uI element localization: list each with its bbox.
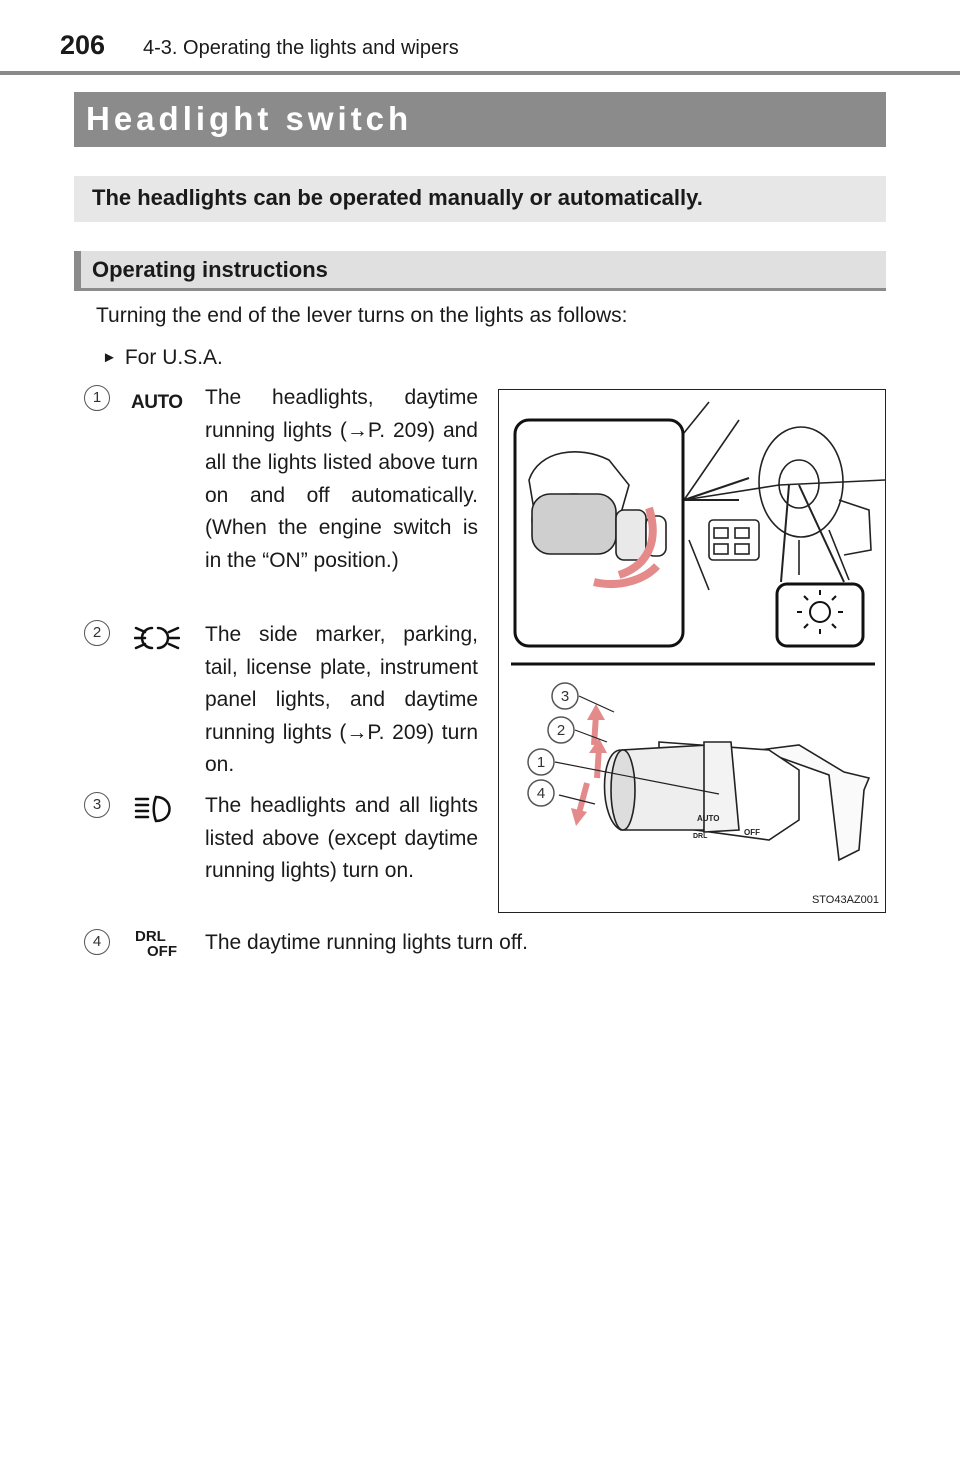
lead-text: Turning the end of the lever turns on the lights as follows:	[96, 304, 628, 327]
item-number-1: 1	[84, 385, 110, 411]
section-title-bar	[74, 92, 886, 147]
drl-off-icon	[135, 929, 177, 959]
drl-icon-text: DRL	[135, 928, 166, 945]
off-icon-text: OFF	[147, 943, 177, 960]
subheading-bar	[74, 251, 886, 291]
dashboard-sketch	[654, 402, 885, 590]
intro-box	[74, 176, 886, 222]
auto-icon	[131, 392, 182, 414]
headlight-icon	[134, 793, 180, 825]
auto-icon-text: AUTO	[131, 392, 183, 413]
callout-2: 2	[556, 722, 566, 739]
callout-4: 4	[536, 785, 546, 802]
subheading: Operating instructions	[92, 257, 328, 282]
section-title: Headlight switch	[86, 100, 413, 137]
item-4-text: The daytime running lights turn off.	[205, 931, 528, 954]
lever-auto-label: AUTO	[697, 814, 720, 823]
item-number-2: 2	[84, 620, 110, 646]
item-2-text: The side marker, parking, tail, license plate, instrument panel lights, and daytime running lights (→P. 209) turn on.	[205, 623, 478, 776]
parking-lights-icon	[134, 622, 180, 654]
headlight-lever-figure	[498, 389, 886, 913]
subheading-marker	[74, 251, 81, 288]
lever-illustration	[499, 390, 885, 912]
header-rule	[0, 71, 960, 75]
lever-off-label: OFF	[744, 828, 760, 837]
item-number-4: 4	[84, 929, 110, 955]
callout-3: 3	[560, 688, 570, 705]
callout-1: 1	[536, 754, 546, 771]
item-1-text: The headlights, daytime running lights (→P. 209) and all the lights listed above turn on and off automatically. (When the engine switch is in the “ON” position.)	[205, 386, 478, 572]
region-bullet	[102, 346, 223, 370]
page-number: 206	[60, 30, 106, 60]
lever-drl-label: DRL	[693, 833, 708, 840]
item-number-3: 3	[84, 792, 110, 818]
figure-code: STO43AZ001	[811, 894, 879, 906]
region-label: For U.S.A.	[124, 346, 223, 369]
item-3-text: The headlights and all lights listed above (except daytime running lights) turn on.	[205, 794, 478, 882]
intro-text: The headlights can be operated manually or automatically.	[92, 185, 703, 210]
triangle-bullet-icon: ►	[102, 349, 117, 366]
chapter-title: 4-3. Operating the lights and wipers	[143, 37, 459, 59]
lever-stalk	[605, 742, 870, 860]
